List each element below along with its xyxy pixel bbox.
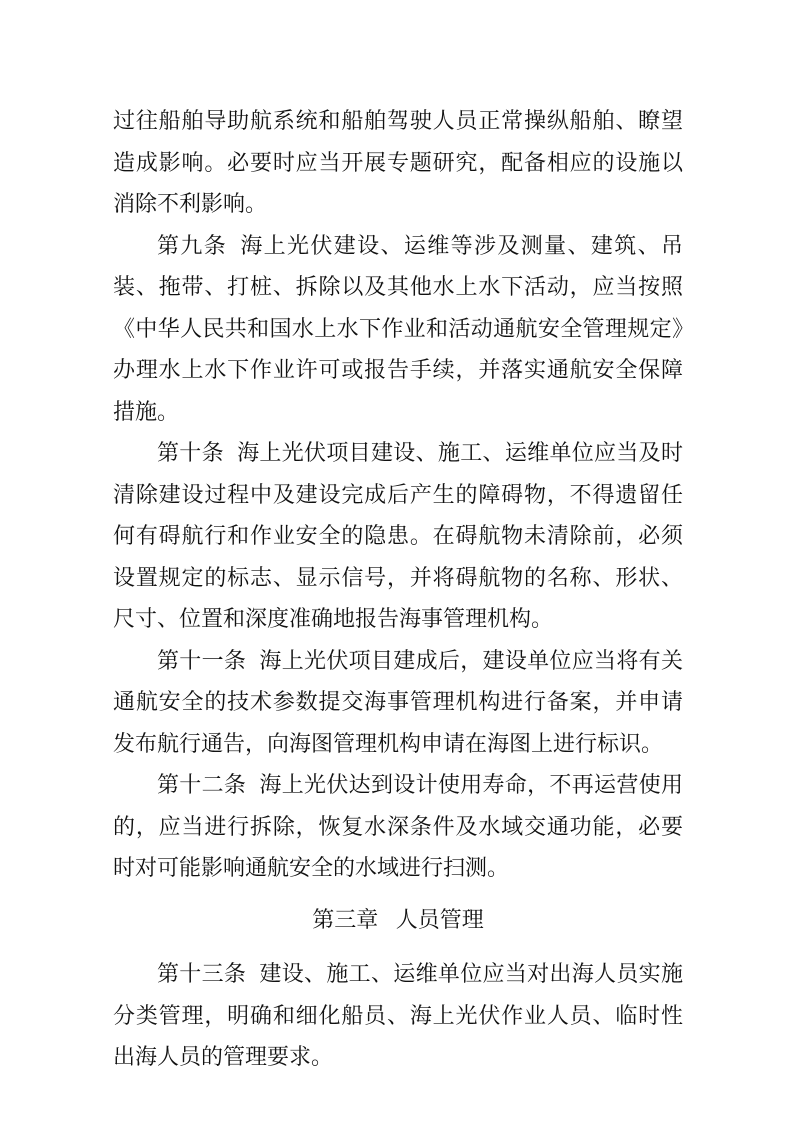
article-12 <box>113 764 683 889</box>
article-10-number: 第十条 <box>157 440 224 465</box>
article-9 <box>113 225 683 433</box>
article-9-number: 第九条 <box>157 232 228 258</box>
article-10-text: 海上光伏项目建设、施工、运维单位应当及时清除建设过程中及建设完成后产生的障碍物，不得遗留任何有碍航行和作业安全的隐患。在碍航物未清除前，必须设置规定的标志、显示信号，并将碍航物的名称、形状、尺寸、位置和深度准确地报告海事管理机构。 <box>113 440 683 631</box>
article-12-text: 海上光伏达到设计使用寿命，不再运营使用的，应当进行拆除，恢复水深条件及水域交通功能，必要时对可能影响通航安全的水域进行扫测。 <box>113 772 683 880</box>
article-11-number: 第十一条 <box>157 647 247 673</box>
chapter-number: 第三章 <box>312 906 379 932</box>
article-13-number: 第十三条 <box>157 961 247 986</box>
document-content <box>113 100 683 1078</box>
chapter-title: 人员管理 <box>395 906 484 932</box>
article-11 <box>113 640 683 765</box>
article-11-text: 海上光伏项目建成后，建设单位应当将有关通航安全的技术参数提交海事管理机构进行备案，并申请发布航行通告，向海图管理机构申请在海图上进行标识。 <box>113 647 683 756</box>
chapter-heading <box>113 899 683 941</box>
article-12-number: 第十二条 <box>157 772 247 797</box>
article-10 <box>113 432 683 640</box>
paragraph-continuation: 过往船舶导助航系统和船舶驾驶人员正常操纵船舶、瞭望造成影响。必要时应当开展专题研究，配备相应的设施以消除不利影响。 <box>113 108 683 216</box>
article-9-text: 海上光伏建设、运维等涉及测量、建筑、吊装、拖带、打桩、拆除以及其他水上水下活动，应当按照《中华人民共和国水上水下作业和活动通航安全管理规定》办理水上水下作业许可或报告手续，并落实通航安全保障措施。 <box>113 232 683 424</box>
article-13-text: 建设、施工、运维单位应当对出海人员实施分类管理，明确和细化船员、海上光伏作业人员、临时性出海人员的管理要求。 <box>113 961 683 1069</box>
article-13 <box>113 953 683 1078</box>
